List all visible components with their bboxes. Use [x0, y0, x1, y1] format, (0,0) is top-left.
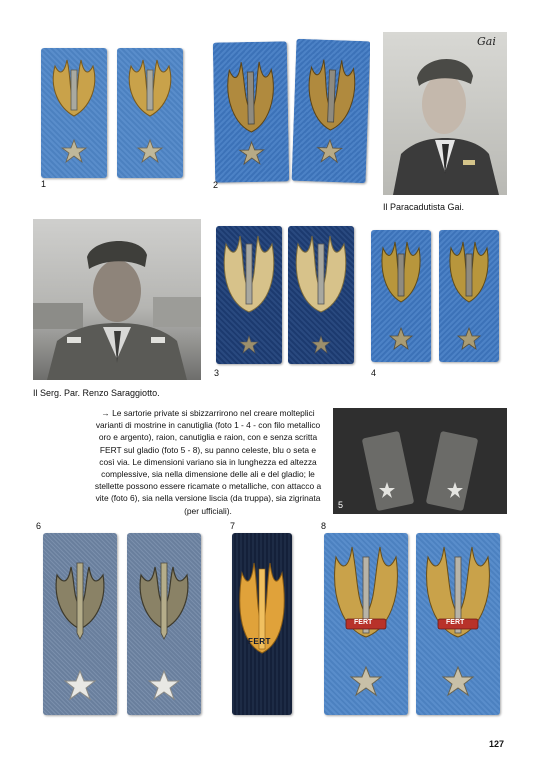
figure-number: 8: [321, 521, 327, 531]
figure-number: 6: [36, 521, 42, 531]
photo-8: [318, 519, 508, 719]
figure-number: 4: [371, 368, 377, 378]
portrait-saraggiotto-photo: [33, 219, 201, 380]
figure-number: 2: [213, 180, 219, 190]
winged-sword-emblem-icon: [439, 230, 499, 362]
collar-patch: [127, 533, 201, 715]
collar-patch: [232, 533, 292, 715]
winged-sword-emblem-icon: [232, 533, 292, 715]
collar-patch: [43, 533, 117, 715]
fert-scroll-text: FERT: [354, 619, 373, 626]
fert-scroll-text: FERT: [446, 619, 465, 626]
winged-sword-emblem-icon: [127, 533, 201, 715]
body-text: → Le sartorie private si sbizzarrirono nel creare molteplici varianti di mostrine in canutiglia (foto 1 - 4 - con filo metallico oro e argento), raion, canutiglia e raion, con e senza scritta FERT sul gladio (foto 5 - 8), su panno celeste, blu o seta e così via. Le dimensioni variano sia in lunghezza ed altezza complessive, sia nella dimensione delle ali e del gladio; le stellette possono essere ricamate o metalliche, con attacco a vite (foto 6), sia nella versione liscia (da truppa), sia zigrinata (per ufficiali).: [94, 408, 322, 516]
photo-5: [333, 408, 507, 514]
page-number: 127: [489, 739, 505, 749]
winged-sword-emblem-icon: [117, 48, 183, 178]
winged-sword-emblem-icon: [43, 533, 117, 715]
winged-sword-emblem-icon: [213, 41, 289, 182]
portrait-saraggiotto-caption: Il Serg. Par. Renzo Saraggiotto.: [33, 388, 160, 398]
collar-patch: [371, 230, 431, 362]
winged-sword-emblem-icon: [216, 226, 282, 364]
collar-patch: [324, 533, 408, 715]
photo-3: [210, 222, 360, 380]
figure-number: 3: [214, 368, 220, 378]
collar-patch: [288, 226, 354, 364]
figure-number: 1: [41, 179, 47, 189]
portrait-image: [383, 32, 507, 195]
collar-patch: [416, 533, 500, 715]
fert-inscription: FERT: [248, 637, 271, 646]
figure-number: 7: [230, 521, 236, 531]
portrait-gai-caption: Il Paracadutista Gai.: [383, 202, 465, 212]
portrait-gai-photo: [383, 32, 507, 195]
collar-patch: [213, 41, 289, 182]
winged-sword-emblem-icon: [371, 230, 431, 362]
collar-patch: [117, 48, 183, 178]
photo-signature: Gai: [477, 35, 496, 48]
photo-7: [224, 519, 300, 719]
portrait-image: [33, 219, 201, 380]
photo-1: [33, 38, 198, 193]
photo-4: [367, 226, 507, 380]
winged-sword-emblem-icon: [288, 226, 354, 364]
winged-sword-emblem-icon: [41, 48, 107, 178]
collar-patch: [439, 230, 499, 362]
photo-5-image: [333, 408, 507, 514]
photo-6: [33, 519, 208, 719]
winged-sword-emblem-icon: [292, 39, 370, 183]
photo-2: [210, 36, 370, 194]
collar-patch: [41, 48, 107, 178]
figure-number: 5: [338, 500, 344, 510]
collar-patch: [216, 226, 282, 364]
collar-patch: [292, 39, 370, 183]
